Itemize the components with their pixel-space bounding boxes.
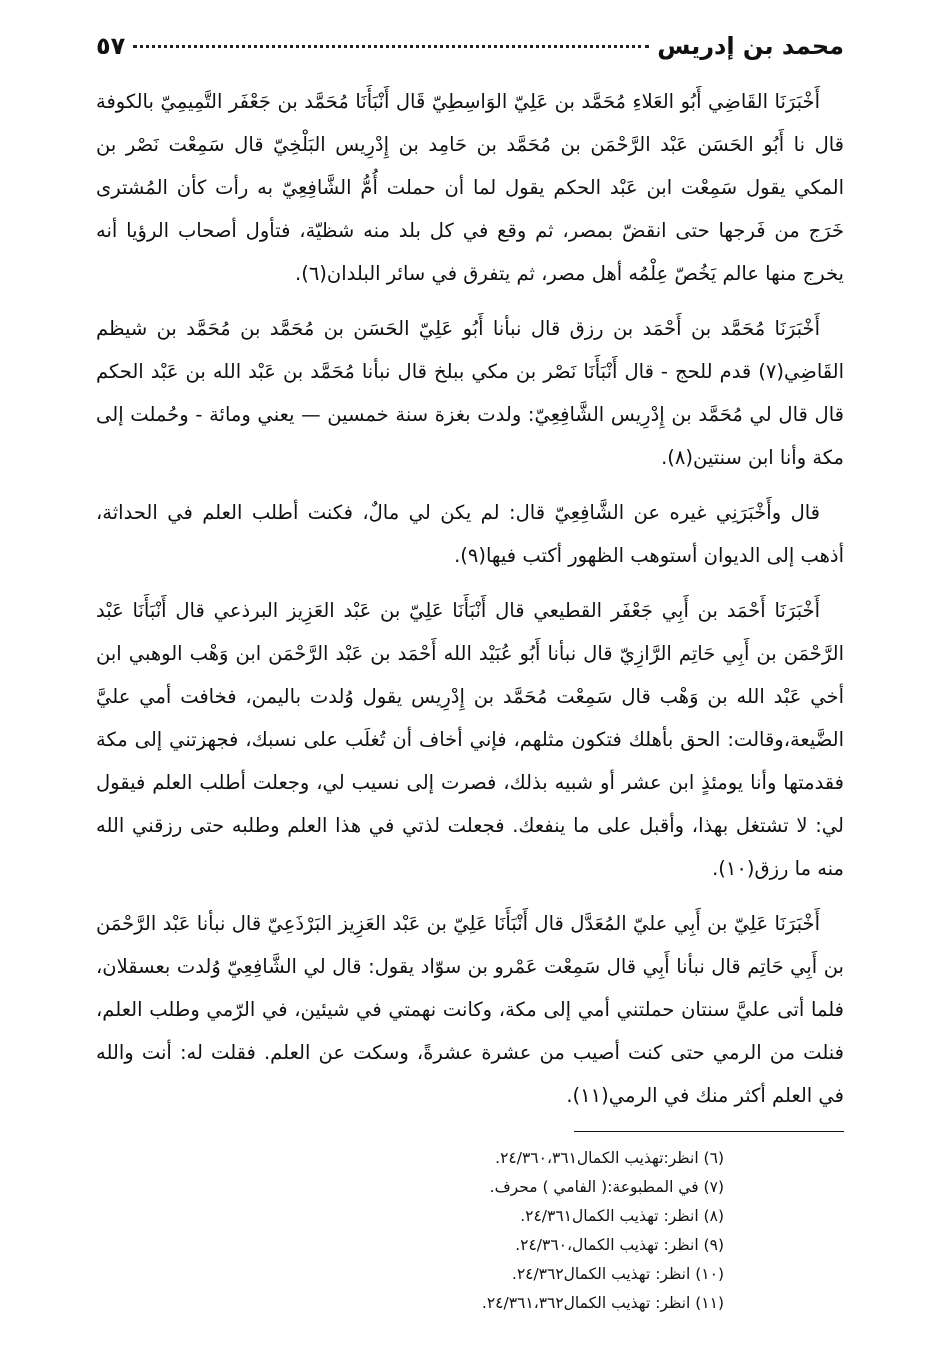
footnotes <box>96 1144 844 1318</box>
footnote: (١٠) انظر: تهذيب الكمال٢٤/٣٦٢. <box>511 1265 724 1283</box>
running-title: محمد بن إدريس <box>657 32 844 60</box>
paragraph: قال وأَخْبَرَنِي غيره عن الشَّافِعِيّ قال: لم يكن لي مالٌ، فكنت أطلب العلم في الحداثة، أذهب إلى الديوان أستوهب الظهور أكتب فيها(٩). <box>96 501 844 567</box>
footnote: (٦) انظر:تهذيب الكمال٢٤/٣٦٠،٣٦١. <box>495 1149 724 1167</box>
paragraph: أَخْبَرَنَا أَحْمَد بن أَبِي جَعْفَر القطيعي قال أَنْبَأَنَا عَلِيّ بن عَبْد العَزِيز البرذعي قال أَنْبَأَنَا عَبْد الرَّحْمَن بن أَبِي حَاتِم الرَّازِيّ قال نبأنا أَبُو عُبَيْد الله أَحْمَد بن عَبْد الرَّحْمَن ابن وَهْب الوهبي ابن أخي عَبْد الله بن وَهْب قال سَمِعْت مُحَمَّد بن إِدْرِيس يقول وُلدت باليمن، فخافت أمي عليَّ الضَّيعة،وقالت: الحق بأهلك فتكون مثلهم، فإني أخاف أن تُغلَب على نسبك، فجهزتني إلى مكة فقدمتها وأنا يومئذٍ ابن عشر أو شبيه بذلك، فصرت إلى نسيب لي، وجعلت أطلب العلم فيقول لي: لا تشتغل بهذا، وأقبل على ما ينفعك. فجعلت لذتي في هذا العلم وطلبه حتى رزقني الله منه ما رزق(١٠). <box>96 599 844 880</box>
page-number: ٥٧ <box>96 32 126 60</box>
footnote-separator <box>574 1131 844 1132</box>
footnote: (١١) انظر: تهذيب الكمال٢٤/٣٦١،٣٦٢. <box>481 1294 724 1312</box>
paragraph: أَخْبَرَنَا عَلِيّ بن أَبِي عليّ المُعَدَّل قال أَنْبَأَنَا عَلِيّ بن عَبْد العَزِيز البَرْذَعِيّ قال نبأنا عَبْد الرَّحْمَن بن أَبِي حَاتِم قال نبأنا أَبِي قال سَمِعْت عَمْرو بن سوّاد يقول: قال لي الشَّافِعِيّ وُلدت بعسقلان، فلما أتى عليَّ سنتان حملتني أمي إلى مكة، وكانت نهمتي في شيئين، في الرّمي وطلب العلم، فنلت من الرمي حتى كنت أصيب من عشرة عشرةً، وسكت عن العلم. فقلت له: أنت والله في العلم أكثر منك في الرمي(١١). <box>96 912 844 1107</box>
footnote: (٨) انظر: تهذيب الكمال٢٤/٣٦١. <box>520 1207 724 1225</box>
footnote: (٧) في المطبوعة:( الفامي ) محرف. <box>489 1178 724 1196</box>
running-header <box>96 32 844 72</box>
paragraph: أَخْبَرَنَا مُحَمَّد بن أَحْمَد بن رزق قال نبأنا أَبُو عَلِيّ الحَسَن بن مُحَمَّد بن مُحَمَّد بن شيظم القَاضِي(٧) قدم للحج - قال أَنْبَأَنَا نَصْر بن مكي ببلخ قال نبأنا مُحَمَّد بن عَبْد الله بن عَبْد الحكم قال قال لي مُحَمَّد بن إِدْرِيس الشَّافِعِيّ: ولدت بغزة سنة خمسين — يعني ومائة - وحُملت إلى مكة وأنا ابن سنتين(٨). <box>96 317 844 469</box>
main-text <box>96 80 844 1117</box>
paragraph: أَخْبَرَنَا القَاضِي أَبُو العَلاءِ مُحَمَّد بن عَلِيّ الوَاسِطِيّ قَال أَنْبَأَنَا مُحَمَّد بن جَعْفَر التَّمِيمِيّ بالكوفة قال نا أَبُو الحَسَن عَبْد الرَّحْمَن بن مُحَمَّد بن حَامِد بن إِدْرِيس البَلْخِيّ قال سَمِعْت نَصْر بن المكي يقول سَمِعْت ابن عَبْد الحكم يقول لما أن حملت أُمُّ الشَّافِعِيّ به رأت كأن المُشترى خَرَج من فَرجها حتى انقضّ بمصر، ثم وقع في كل بلد منه شظيّة، فتأول أصحاب الرؤيا أنه يخرج منها عالم يَخُصّ عِلْمُه أهل مصر، ثم يتفرق في سائر البلدان(٦). <box>96 90 844 285</box>
footnote: (٩) انظر: تهذيب الكمال،٢٤/٣٦٠. <box>515 1236 724 1254</box>
header-dot-leader <box>133 45 649 48</box>
